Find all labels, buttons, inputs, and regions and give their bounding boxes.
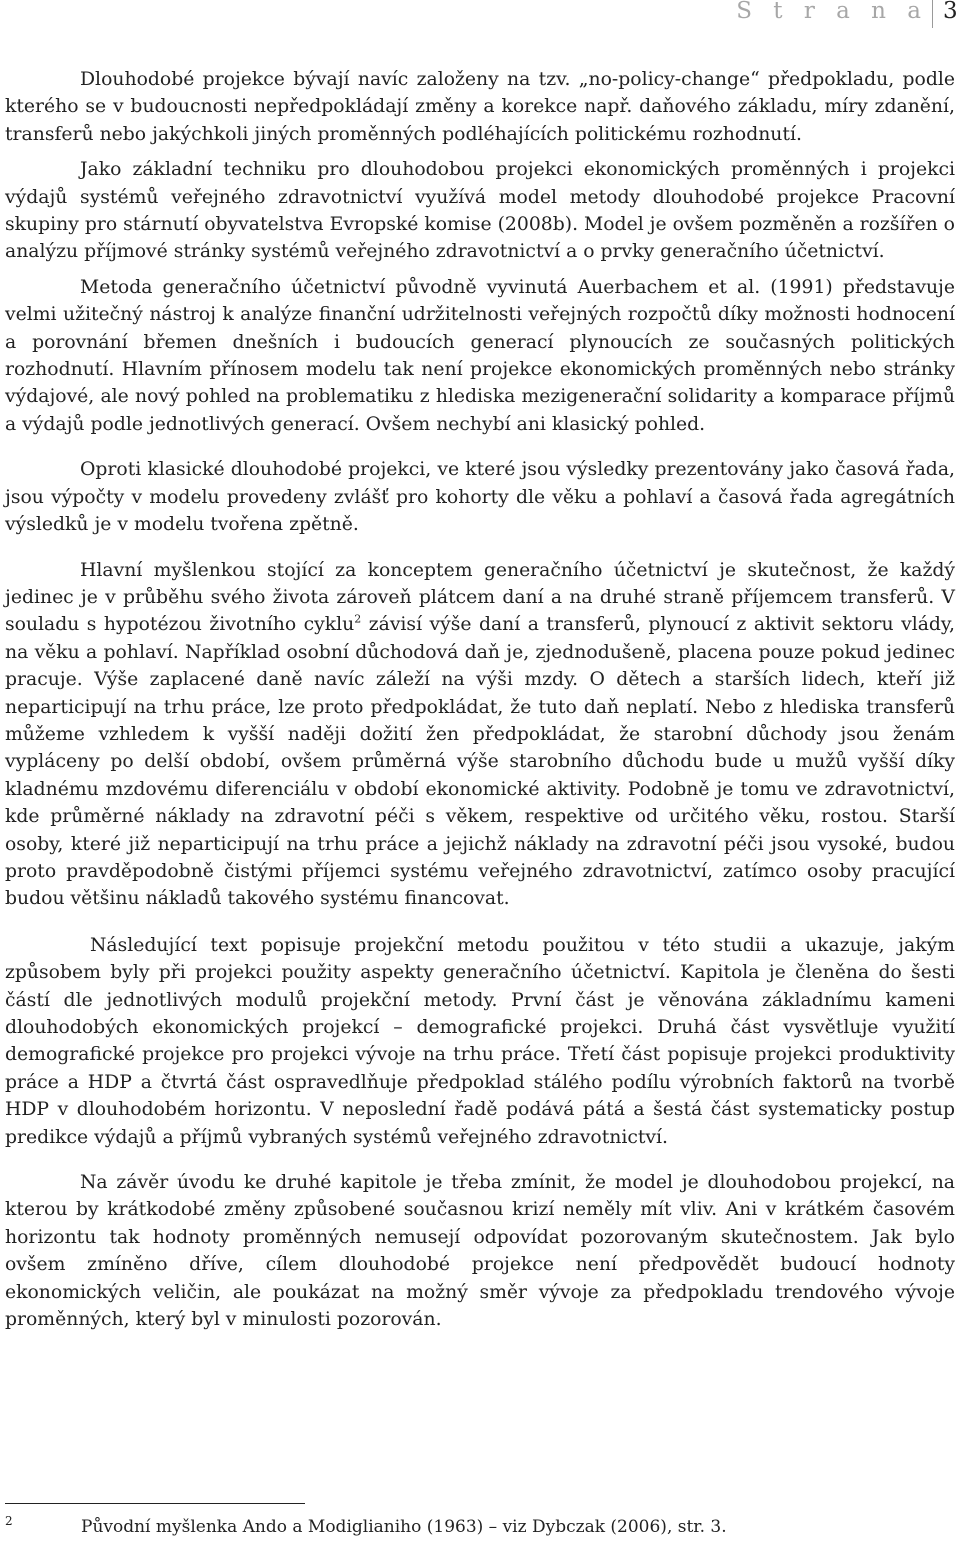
paragraph-no-policy-change: Dlouhodobé projekce bývají navíc založeny na tzv. „no-policy-change“ předpokladu, podle kterého se v budoucnosti nepředpokládají změny a korekce např. daňového základu, míry zdanění, transferů nebo jakýchkoli jiných proměnných podléhajících politickému rozhodnutí. [5,69,955,145]
paragraph-cohorts: Oproti klasické dlouhodobé projekci, ve které jsou výsledky prezentovány jako časová řada, jsou výpočty v modelu provedeny zvlášť pro kohorty dle věku a pohlaví a časová řada agregátních výsledků je v modelu tvořena zpětně. [5,459,955,536]
footnote-text: Původní myšlenka Ando a Modiglianiho (1963) – viz Dybczak (2006), str. 3. [81,1517,727,1537]
header-divider [932,0,933,28]
paragraph-method-outline: Následující text popisuje projekční metodu použitou v této studii a ukazuje, jakým způsobem byly při projekci použity aspekty generačního účetnictví. Kapitola je členěna do šesti částí dle jednotlivých modulů projekční metody. První část je věnována základnímu kameni dlouhodobých ekonomických projekcí – demografické projekci. Druhá část vysvětluje využití demografické projekce pro projekci vývoje na trhu práce. Třetí část popisuje projekci produktivity práce a HDP a čtvrtá část ospravedlňuje předpoklad stálého podílu výrobních faktorů na tvorbě HDP v dlouhodobém horizontu. V neposlední řadě podává pátá a šestá část systematicky postup predikce výdajů a příjmů vybraných systémů veřejného zdravotnictví. [5,934,955,1148]
life-cycle-text-after: závisí výše daní a transferů, plynoucí z aktivit sektoru vlády, na věku a pohlaví. Například osobní důchodová daň je, zjednodušeně, placena pouze pokud jedinec pracuje. Výše zaplacené daně navíc záleží na výši mzdy. O dětech a starších lidech, kteří již neparticipují na trhu práce, lze proto předpokládat, že tuto daň neplatí. Nebo z hlediska transferů můžeme vzhledem k vyšší naději dožití žen předpokládat, že starobní důchody jsou ženám vypláceny po delší období, ovšem průměrná výše starobního důchodu bude u mužů vyšší díky kladnému mzdovému diferenciálu v období ekonomické aktivity. Podobně je tomu ve zdravotnictví, kde průměrné náklady na zdravotní péči s věkem, respektive od určitého věku, rostou. Starší osoby, které již neparticipují na trhu práce a jejichž náklady na zdravotní péči jsou vysoké, budou proto pravděpodobně čistými příjemci systému veřejného zdravotnictví, zatímco osoby pracující budou většinu nákladů takového systému financovat. [5,614,955,910]
paragraph-projection-technique: Jako základní techniku pro dlouhodobou projekci ekonomických proměnných i projekci výdajů systémů veřejného zdravotnictví využívá model metody dlouhodobé projekce Pracovní skupiny pro stárnutí obyvatelstva Evropské komise (2008b). Model je ovšem pozměněn a rozšířen o analýzu příjmové stránky systémů veřejného zdravotnictví a o prvky generačního účetnictví. [5,159,955,263]
footnote-divider [5,1503,305,1504]
paragraph-life-cycle [5,557,955,913]
life-cycle-text-before: Hlavní myšlenkou stojící za konceptem generačního účetnictví je skutečnost, že každý jedinec je v průběhu svého života zároveň plátcem daní a na druhé straně příjemcem transferů. V souladu s hypotézou životního cyklu [5,559,955,636]
footnote: 2 Původní myšlenka Ando a Modiglianiho (1963) – viz Dybczak (2006), str. 3. [5,1514,727,1537]
page-header [0,0,960,30]
document-body [5,66,955,1333]
paragraph-generational-accounting: Metoda generačního účetnictví původně vyvinutá Auerbachem et al. (1991) představuje velmi užitečný nástroj k analýze finanční udržitelnosti veřejných rozpočtů díky možnosti hodnocení a porovnání břemen dnešních i budoucích generací plynoucích ze současných politických rozhodnutí. Hlavním přínosem modelu tak není projekce ekonomických proměnných nebo stránky výdajové, ale nový pohled na problematiku z hlediska mezigenerační solidarity a komparace příjmů a výdajů podle jednotlivých generací. Ovšem nechybí ani klasický pohled. [5,276,955,435]
paragraph-conclusion: Na závěr úvodu ke druhé kapitole je třeba zmínit, že model je dlouhodobou projekcí, na kterou by krátkodobé změny způsobené současnou krizí neměly mít vliv. Ani v krátkém časovém horizontu tak hodnoty proměnných nemusejí odpovídat pozorovaným skutečnostem. Jak bylo ovšem zmíněno dříve, cílem dlouhodobé projekce není předpovědět budoucí hodnoty ekonomických veličin, ale poukázat na možný směr vývoje za předpokladu trendového vývoje proměnných, který byl v minulosti pozorován. [5,1172,955,1331]
page-label: S t r a n a [736,0,928,24]
footnote-reference[interactable]: 2 [354,613,362,627]
page-number: 3 [943,0,958,24]
